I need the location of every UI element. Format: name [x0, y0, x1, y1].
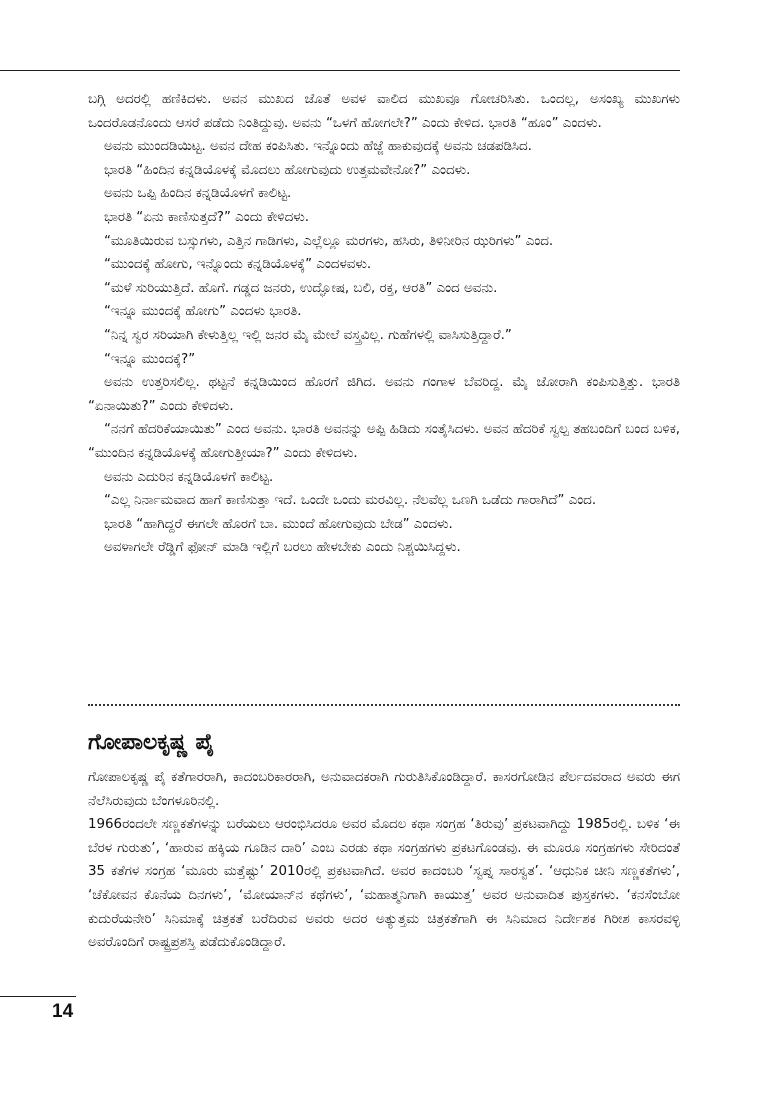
story-text: [88, 88, 680, 560]
story-paragraph: ಅವಳಾಗಲೇ ರೆಡ್ಡಿಗೆ ಫೋನ್ ಮಾಡಿ ಇಲ್ಲಿಗೆ ಬರಲು ಹೇಳಬೇಕು ಎಂದು ನಿಶ್ಚಯಿಸಿದ್ದಳು.: [104, 540, 461, 556]
section-divider: [88, 704, 680, 706]
author-bio: [88, 766, 680, 955]
bio-paragraph: ಗೋಪಾಲಕೃಷ್ಣ ಪೈ ಕತೆಗಾರರಾಗಿ, ಕಾದಂಬರಿಕಾರರಾಗಿ, ಅನುವಾದಕರಾಗಿ ಗುರುತಿಸಿಕೊಂಡಿದ್ದಾರೆ. ಕಾಸರಗೋಡಿನ ಪೆರ್ಲದವರಾದ ಅವರು ಈಗ ನೆಲೆಸಿರುವುದು ಬೆಂಗಳೂರಿನಲ್ಲಿ.: [88, 770, 680, 809]
story-paragraph: ಅವನು ಒಪ್ಪಿ ಹಿಂದಿನ ಕನ್ನಡಿಯೊಳಗೆ ಕಾಲಿಟ್ಟ.: [104, 186, 292, 202]
story-paragraph: ಅವನು ಎದುರಿನ ಕನ್ನಡಿಯೊಳಗೆ ಕಾಲಿಟ್ಟ.: [104, 469, 274, 485]
footer-rule: [0, 996, 76, 997]
story-paragraph: “ಎಲ್ಲ ನಿರ್ನಾಮವಾದ ಹಾಗೆ ಕಾಣಿಸುತ್ತಾ ಇದೆ. ಒಂದೇ ಒಂದು ಮರವಿಲ್ಲ. ನೆಲವೆಲ್ಲ ಒಣಗಿ ಒಡೆದು ಗಾರಾಗಿದೆ” ಎಂದ.: [104, 493, 597, 509]
story-paragraph: “ನನಗೆ ಹೆದರಿಕೆಯಾಯಿತು” ಎಂದ ಅವನು. ಭಾರತಿ ಅವನನ್ನು ಅಪ್ಪಿ ಹಿಡಿದು ಸಂತೈಸಿದಳು. ಅವನ ಹೆದರಿಕೆ ಸ್ವಲ್ಪ ತಹಬಂದಿಗೆ ಬಂದ ಬಳಿಕ, “ಮುಂದಿನ ಕನ್ನಡಿಯೊಳಕ್ಕೆ ಹೋಗುತ್ತೀಯಾ?” ಎಂದು ಕೇಳಿದಳು.: [88, 422, 680, 461]
story-paragraph: ಭಾರತಿ “ಹಿಂದಿನ ಕನ್ನಡಿಯೊಳಕ್ಕೆ ಮೊದಲು ಹೋಗುವುದು ಉತ್ತಮವೇನೋ?” ಎಂದಳು.: [104, 162, 471, 178]
page-number: 14: [52, 1001, 74, 1022]
top-rule: [0, 70, 680, 71]
author-heading: ಗೋಪಾಲಕೃಷ್ಣ ಪೈ: [88, 730, 215, 755]
bio-paragraph: 1966ರಂದಲೇ ಸಣ್ಣಕತೆಗಳನ್ನು ಬರೆಯಲು ಆರಂಭಿಸಿದರೂ ಅವರ ಮೊದಲ ಕಥಾ ಸಂಗ್ರಹ ‘ತಿರುವು’ ಪ್ರಕಟವಾಗಿದ್ದು 1985ರಲ್ಲಿ. ಬಳಿಕ ‘ಈ ಬೆರಳ ಗುರುತು’, ‘ಹಾರುವ ಹಕ್ಕಿಯ ಗೂಡಿನ ದಾರಿ’ ಎಂಬ ಎರಡು ಕಥಾ ಸಂಗ್ರಹಗಳು ಪ್ರಕಟಗೊಂಡವು. ಈ ಮೂರೂ ಸಂಗ್ರಹಗಳು ಸೇರಿದಂತೆ 35 ಕತೆಗಳ ಸಂಗ್ರಹ ‘ಮೂರು ಮತ್ತೆಷ್ಟು’ 2010ರಲ್ಲಿ ಪ್ರಕಟವಾಗಿದೆ. ಅವರ ಕಾದಂಬರಿ ‘ಸ್ವಪ್ನ ಸಾರಸ್ವತ’. ‘ಆಧುನಿಕ ಚೀನಿ ಸಣ್ಣಕತೆಗಳು’, ‘ಚೆಕೋವನ ಕೊನೆಯ ದಿನಗಳು’, ‘ಮೋಯಾನ್‌ನ ಕಥೆಗಳು’, ‘ಮಹಾತ್ಮನಿಗಾಗಿ ಕಾಯುತ್ತ’ ಅವರ ಅನುವಾದಿತ ಪುಸ್ತಕಗಳು. ‘ಕನಸೆಂಬೋ ಕುದುರೆಯನೇರಿ’ ಸಿನಿಮಾಕ್ಕೆ ಚಿತ್ರಕತೆ ಬರೆದಿರುವ ಅವರು ಅದರ ಅತ್ಯುತ್ತಮ ಚಿತ್ರಕತೆಗಾಗಿ ಈ ಸಿನಿಮಾದ ನಿರ್ದೇಶಕ ಗಿರೀಶ ಕಾಸರವಳ್ಳಿ ಅವರೊಂದಿಗೆ ರಾಷ್ಟ್ರಪ್ರಶಸ್ತಿ ಪಡೆದುಕೊಂಡಿದ್ದಾರೆ.: [88, 817, 680, 951]
story-paragraph: ಅವನು ಉತ್ತರಿಸಲಿಲ್ಲ. ಥಟ್ಟನೆ ಕನ್ನಡಿಯಿಂದ ಹೊರಗೆ ಜಿಗಿದ. ಅವನು ಗಂಗಾಳ ಬೆವರಿದ್ದ. ಮೈ ಜೋರಾಗಿ ಕಂಪಿಸುತ್ತಿತ್ತು. ಭಾರತಿ “ಏನಾಯಿತು?” ಎಂದು ಕೇಳಿದಳು.: [88, 375, 680, 414]
story-paragraph: ಭಾರತಿ “ಏನು ಕಾಣಿಸುತ್ತದೆ?” ಎಂದು ಕೇಳಿದಳು.: [104, 209, 310, 225]
story-paragraph: “ಮಳೆ ಸುರಿಯುತ್ತಿದೆ. ಹೊಗೆ. ಗಡ್ಡದ ಜನರು, ಉದ್ಘೋಷ, ಬಲಿ, ರಕ್ತ, ಆರತಿ” ಎಂದ ಅವನು.: [104, 280, 498, 296]
story-paragraph: “ಇನ್ನೂ ಮುಂದಕ್ಕೆ ಹೋಗು” ಎಂದಳು ಭಾರತಿ.: [104, 304, 302, 320]
story-paragraph: “ಇನ್ನೂ ಮುಂದಕ್ಕೆ?”: [104, 351, 196, 367]
story-paragraph: “ಮುಂದಕ್ಕೆ ಹೋಗು, ಇನ್ನೊಂದು ಕನ್ನಡಿಯೊಳಕ್ಕೆ” ಎಂದಳವಳು.: [104, 257, 372, 273]
story-paragraph: ಅವನು ಮುಂದಡಿಯಿಟ್ಟ. ಅವನ ದೇಹ ಕಂಪಿಸಿತು. ಇನ್ನೊಂದು ಹೆಜ್ಜೆ ಹಾಕುವುದಕ್ಕೆ ಅವನು ಚಡಪಡಿಸಿದ.: [104, 139, 532, 155]
story-paragraph: “ನಿನ್ನ ಸ್ವರ ಸರಿಯಾಗಿ ಕೇಳುತ್ತಿಲ್ಲ ಇಲ್ಲಿ ಜನರ ಮೈ ಮೇಲೆ ವಸ್ತ್ರವಿಲ್ಲ. ಗುಹೆಗಳಲ್ಲಿ ವಾಸಿಸುತ್ತಿದ್ದಾರೆ.”: [104, 327, 512, 343]
story-paragraph: ಬಗ್ಗಿ ಅದರಲ್ಲಿ ಹಣಿಕಿದಳು. ಅವನ ಮುಖದ ಜೊತೆ ಅವಳ ವಾಲಿದ ಮುಖವೂ ಗೋಚರಿಸಿತು. ಒಂದಲ್ಲ, ಅಸಂಖ್ಯ ಮುಖಗಳು ಒಂದರೊಡನೊಂದು ಆಸರೆ ಪಡೆದು ನಿಂತಿದ್ದುವು. ಅವನು “ಒಳಗೆ ಹೋಗಲೇ?” ಎಂದು ಕೇಳಿದ. ಭಾರತಿ “ಹೂಂ” ಎಂದಳು.: [88, 92, 680, 131]
story-paragraph: “ಮೂತಿಯಿರುವ ಬಸ್ಸುಗಳು, ಎತ್ತಿನ ಗಾಡಿಗಳು, ಎಲ್ಲೆಲ್ಲೂ ಮರಗಳು, ಹಸಿರು, ತಿಳಿನೀರಿನ ಝರಿಗಳು” ಎಂದ.: [104, 233, 554, 249]
story-paragraph: ಭಾರತಿ “ಹಾಗಿದ್ದರೆ ಈಗಲೇ ಹೊರಗೆ ಬಾ. ಮುಂದೆ ಹೋಗುವುದು ಬೇಡ” ಎಂದಳು.: [104, 516, 453, 532]
